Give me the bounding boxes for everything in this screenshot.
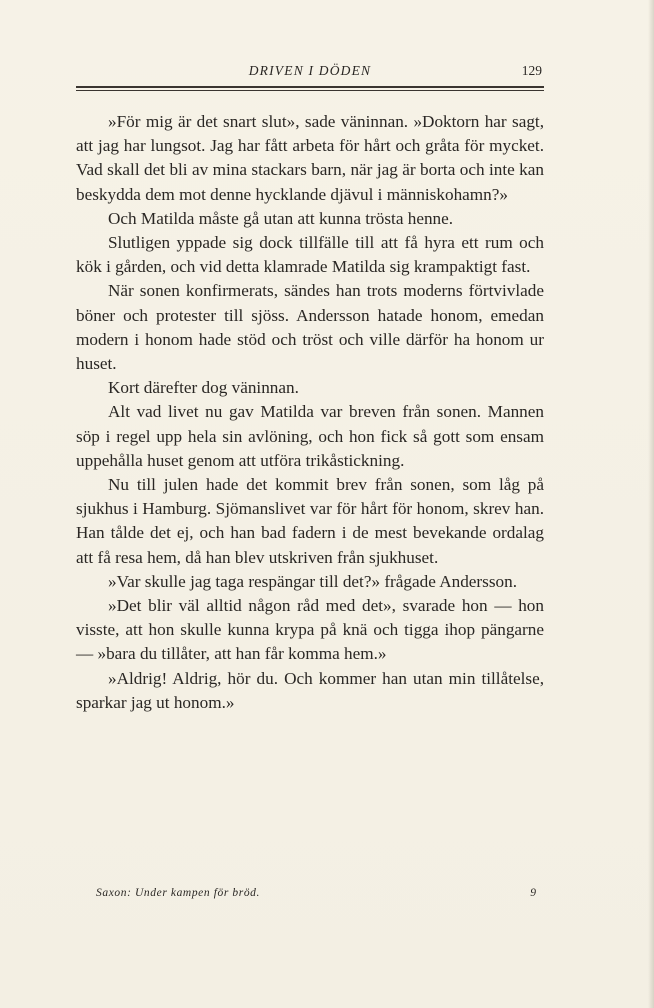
paragraph: »Var skulle jag taga respängar till det?» frågade Andersson. [108,571,518,591]
footer-title: Saxon: Under kampen för bröd. [96,887,261,899]
paragraph: Nu till julen hade det kommit brev från sonen, som låg på sjukhus i Hamburg. Sjömanslivet var för hårt för honom, skrev han. Han tålde det ej, och han bad fadern i de mest bevekande ordalag att få resa hem, då han blev utskriven från sjukhuset. [76,475,544,567]
paragraph: »Det blir väl alltid någon råd med det», svarade hon — hon visste, att hon skulle kunna krypa på knä och tigga ihop pängarne — »bara du tillåter, att han får komma hem.» [76,596,544,664]
page-footer [96,887,536,907]
paragraph: När sonen konfirmerats, sändes han trots moderns förtvivlade böner och protester till sjöss. Andersson hatade honom, emedan modern i honom hade stöd och tröst och ville därför ha honom ur huset. [76,281,544,374]
page-number: 129 [521,63,542,78]
paragraph: Alt vad livet nu gav Matilda var breven från sonen. Mannen söp i regel upp hela sin avlöning, och hon fick så gott som ensam uppehålla huset genom att utföra trikåstickning. [76,402,544,470]
header-rule-thin [76,90,544,91]
paragraph: Kort därefter dog väninnan. [108,378,299,398]
header-rule-thick [76,86,544,88]
paragraph: Slutligen yppade sig dock tillfälle till att få hyra ett rum och kök i gården, och vid detta klamrade Matilda sig krampaktigt fast. [76,233,544,277]
body-text [76,110,544,715]
running-title: DRIVEN I DÖDEN [248,63,372,78]
paragraph: »För mig är det snart slut», sade väninnan. »Doktorn har sagt, att jag har lungsot. Jag har fått arbeta för hårt och gråta för mycket. Vad skall det bli av mina stackars barn, när jag är borta och inte kan beskydda dem mot denne hycklande djävul i människohamn?» [76,112,544,204]
page-edge-shadow [648,0,654,1008]
paragraph: Och Matilda måste gå utan att kunna trösta henne. [108,208,454,228]
paragraph: »Aldrig! Aldrig, hör du. Och kommer han utan min tillåtelse, sparkar jag ut honom.» [76,668,544,712]
signature-mark: 9 [530,887,536,899]
running-header [76,61,544,83]
